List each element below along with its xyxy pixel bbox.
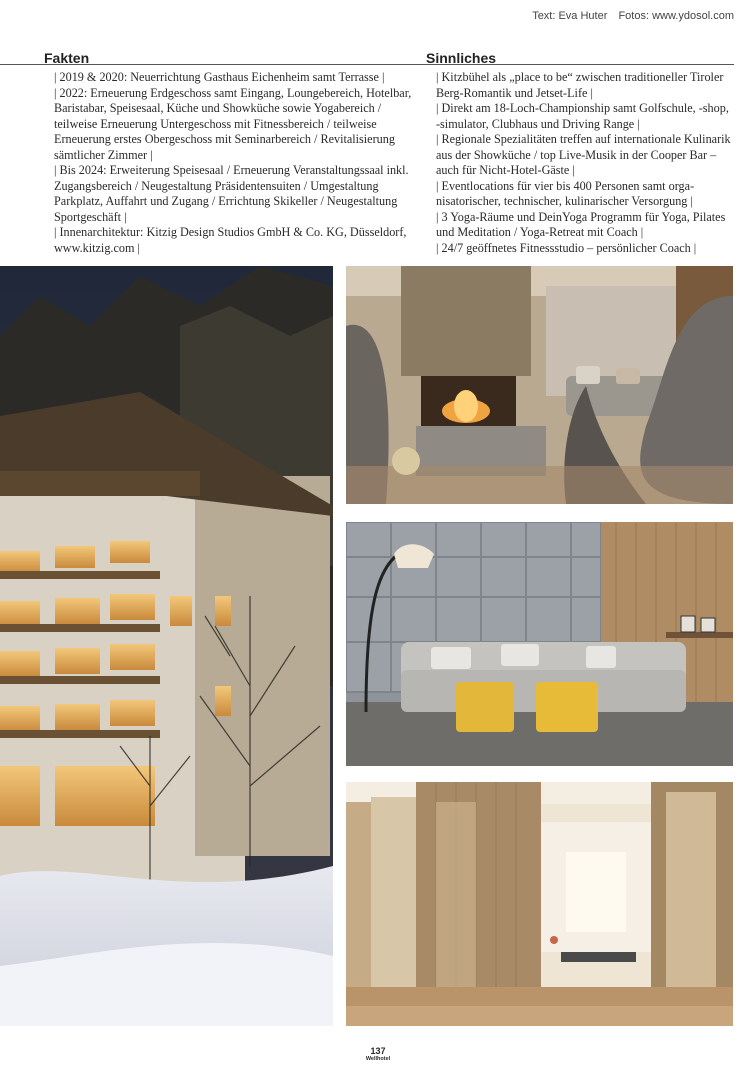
facts-heading: Fakten: [44, 50, 90, 66]
sensual-item: | Regionale Spezialitäten treffen auf internationale Kulinarik aus der Showküche / top Live-Musik in der Cooper Bar – auch für Nicht-Hotel-Gäste |: [436, 132, 732, 179]
sensual-item: | Eventlocations für vier bis 400 Personen samt organisatorischer, technischer, kulinarischer Versorgung |: [436, 179, 732, 210]
magazine-name: Wellhotel: [365, 1056, 391, 1062]
sensual-item: | Direkt am 18-Loch-Championship samt Golfschule, -shop, -simulator, Clubhaus und Driving Range |: [436, 101, 732, 132]
sensual-item: | 24/7 geöffnetes Fitnessstudio – persönlicher Coach |: [436, 241, 732, 257]
facts-item: | 2019 & 2020: Neuerrichtung Gasthaus Eichenheim samt Terrasse |: [54, 70, 426, 86]
text-credit: Text: Eva Huter: [532, 10, 608, 22]
facts-item: | 2022: Erneuerung Erdgeschoss samt Eingang, Loungebereich, Hotelbar, Baristabar, Speisesaal, Küche und Showküche sowie Yogabereich / teilweise Erneuerung Untergeschoss mit Fitnessbereich / teilweise Erneuerung erstes Obergeschoss mit Seminarbereich / Revitalisierung sämtlicher Zimmer |: [54, 86, 426, 164]
facts-item: | Bis 2024: Erweiterung Speisesaal / Erneuerung Veranstaltungssaal inkl. Zugangsbereich / Neugestaltung Präsidentensuiten / Umgestaltung Parkplatz, Auffahrt und Zugang / Errichtung Skikeller / Neugestaltung Sportgeschäft |: [54, 163, 426, 225]
yoga-room-photo: [346, 782, 733, 1026]
photo-credit: Fotos: www.ydosol.com: [618, 10, 734, 22]
sofa-lounge-photo: [346, 522, 733, 766]
sensual-item: | Kitzbühel als „place to be“ zwischen traditioneller Tiroler Berg-Romantik und Jetset-Life |: [436, 70, 732, 101]
facts-item: | Innenarchitektur: Kitzig Design Studios GmbH & Co. KG, Düsseldorf, www.kitzig.com |: [54, 225, 426, 256]
facts-column: [44, 50, 426, 256]
page-folio: [0, 1046, 756, 1063]
sensual-item: | 3 Yoga-Räume und DeinYoga Programm für Yoga, Pilates und Meditation / Yoga-Retreat mit Coach |: [436, 210, 732, 241]
sensual-heading: Sinnliches: [426, 50, 497, 66]
facts-list: [44, 66, 426, 256]
lounge-fireplace-photo: [346, 266, 733, 504]
page-number: 137: [370, 1046, 386, 1056]
sensual-list: [426, 66, 732, 256]
photo-credits: [532, 10, 734, 22]
sensual-column: [426, 50, 732, 256]
hotel-exterior-photo: [0, 266, 333, 1026]
